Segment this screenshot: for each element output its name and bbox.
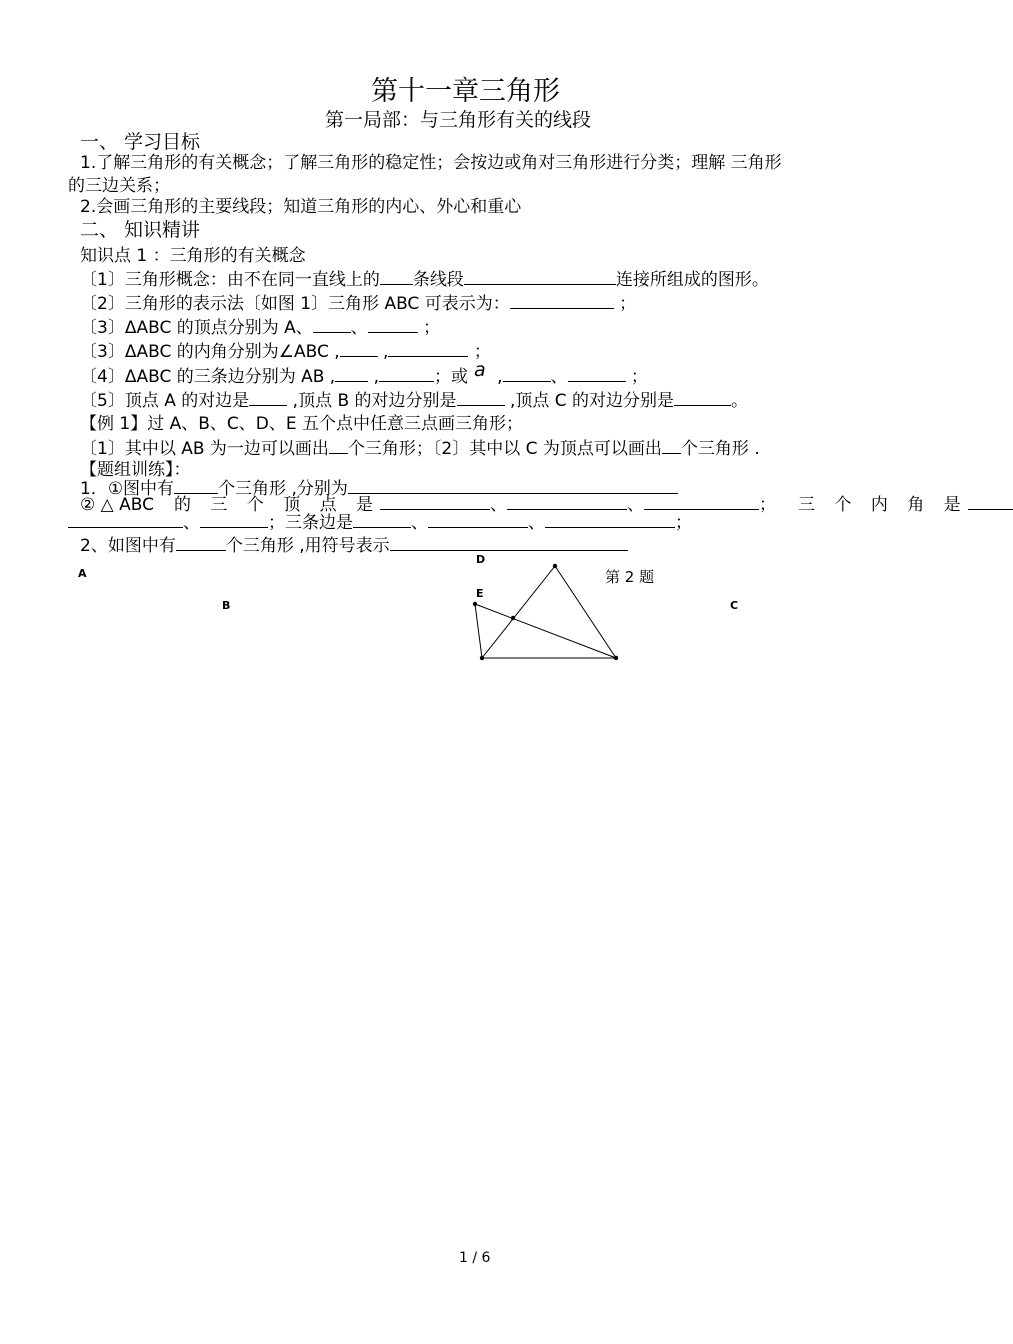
goal-1-line-2: 的三边关系； — [68, 176, 170, 196]
figure-vertex — [511, 616, 515, 620]
figure-vertex — [553, 564, 557, 568]
blank — [968, 493, 1013, 510]
side-symbol-a: a — [474, 359, 486, 381]
question-1-part-1: 1．①图中有 个三角形 ,分别为 — [80, 477, 678, 500]
figure-vertex — [480, 656, 484, 660]
section-heading-knowledge: 二、 知识精讲 — [80, 219, 201, 241]
goal-2: 2.会画三角形的主要线段；知道三角形的内心、外心和重心 — [80, 197, 522, 217]
example-1: 【例 1】过 A、B、C、D、E 五个点中任意三点画三角形； — [80, 414, 524, 434]
figure-caption: 第 2 题 — [605, 568, 655, 586]
example-1-questions: 〔1〕其中以 AB 为一边可以画出 个三角形；〔2〕其中以 C 为顶点可以画出 个三角形 . — [80, 439, 760, 459]
point-label-d: D — [476, 553, 486, 566]
figure-vertex — [473, 602, 477, 606]
concept-line-3: 〔3〕ΔABC 的顶点分别为 A、 、 ； — [80, 318, 441, 338]
point-label-e: E — [476, 587, 484, 600]
knowledge-point-1: 知识点 1 ：三角形的有关概念 — [80, 246, 306, 266]
question-1-part-3: 、 ；三条边是 、 、 ； — [68, 511, 692, 534]
point-label-c: C — [730, 599, 739, 612]
page-subtitle: 第一局部：与三角形有关的线段 — [325, 109, 592, 131]
concept-line-5: 〔4〕ΔABC 的三条边分别为 AB , , ；或 a , 、 ； — [80, 359, 648, 387]
figure-line — [475, 604, 482, 658]
point-label-a: A — [78, 567, 87, 580]
point-label-b: B — [222, 599, 231, 612]
concept-line-2: 〔2〕三角形的表示法〔如图 1〕三角形 ABC 可表示为： ； — [80, 294, 637, 314]
question-1-part-2: ② △ ABC 的 三 个 顶 点 是 、 、 ； 三 个 内 角 是 — [80, 493, 1013, 516]
figure-line — [475, 604, 616, 658]
figure-line — [482, 566, 555, 658]
concept-line-6: 〔5〕顶点 A 的对边是 ,顶点 B 的对边分别是 ,顶点 C 的对边分别是 。 — [80, 391, 749, 411]
concept-line-4: 〔3〕ΔABC 的内角分别为∠ABC , , ； — [80, 342, 491, 362]
page-title: 第十一章三角形 — [371, 76, 560, 107]
drill-heading: 【题组训练】： — [80, 460, 191, 480]
concept-line-1: 〔1〕三角形概念：由不在同一直线上的 条线段 连接所组成的图形。 — [80, 270, 769, 290]
section-heading-goals: 一、 学习目标 — [80, 131, 201, 153]
figure-vertex — [614, 656, 618, 660]
page-number: 1 / 6 — [459, 1250, 491, 1266]
goal-1-line-1: 1.了解三角形的有关概念；了解三角形的稳定性；会按边或角对三角形进行分类；理解 三角形 — [80, 153, 782, 173]
question-2: 2、如图中有 个三角形 ,用符号表示 — [80, 534, 628, 557]
